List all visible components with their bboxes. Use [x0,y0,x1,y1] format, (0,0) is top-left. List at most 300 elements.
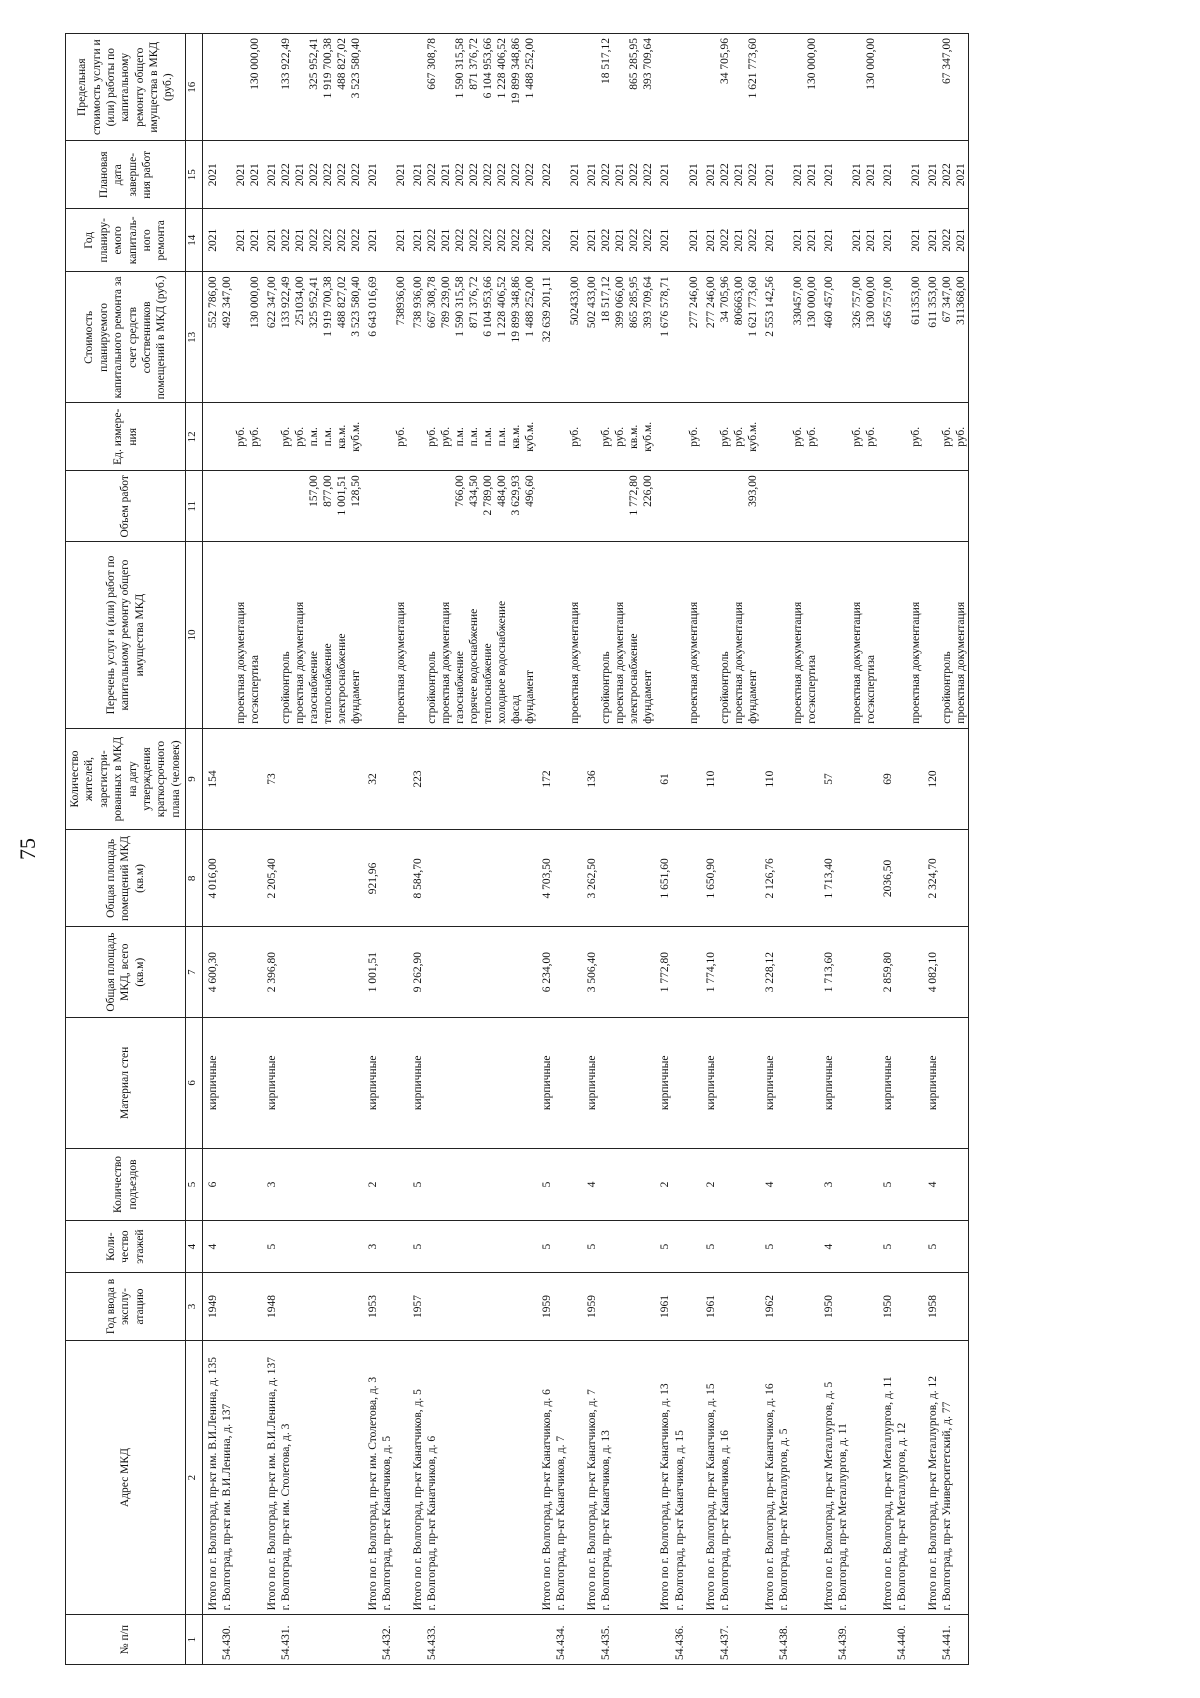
table-cell: кирпичные [760,1017,777,1148]
table-cell [836,728,850,830]
table-cell [909,1615,923,1665]
table-cell [537,34,554,141]
table-cell [495,728,509,830]
table-cell: Итого по г. Волгоград, пр-кт Канатчиков, д. 5 [408,1340,425,1614]
table-cell [380,1273,394,1341]
table-cell [293,728,307,830]
table-cell [349,1148,363,1220]
table-cell: руб. [909,403,923,471]
table-cell: 3 506,40 [582,927,599,1017]
table-cell [523,1017,537,1148]
table-cell: 54.439. [836,1615,850,1665]
table-cell [850,471,864,542]
table-cell [349,1273,363,1341]
table-cell [805,927,819,1017]
table-cell [394,1340,408,1614]
column-header: Плановая дата заверше-ния работ [66,141,186,209]
table-cell: 2 126,76 [760,830,777,927]
table-cell [453,728,467,830]
table-cell: 2021 [408,209,425,272]
table-cell: 667 308,78 [425,272,439,403]
table-cell: 32 639 201,11 [537,272,554,403]
table-cell: 2021 [954,141,969,209]
table-cell [746,1017,760,1148]
table-cell: кирпичные [537,1017,554,1148]
table-cell [641,728,655,830]
table-cell: 19 899 348,86 [509,34,523,141]
table-cell [523,1273,537,1341]
table-row [335,34,349,1665]
table-cell [554,34,568,141]
table-cell: 393,00 [746,471,760,542]
table-cell [791,34,805,141]
table-cell: 1 488 252,00 [523,34,537,141]
column-header: Количество жителей, зарегистри-рованных в МКД на дату утверждения краткосрочного плана (человек) [66,728,186,830]
table-cell [380,34,394,141]
column-number: 13 [186,272,203,403]
column-header: № п/п [66,1615,186,1665]
table-cell: 3 262,50 [582,830,599,927]
table-cell [234,1615,248,1665]
table-row [509,34,523,1665]
table-cell: руб. [805,403,819,471]
table-cell: 67 347,00 [940,34,954,141]
table-cell [293,1221,307,1273]
table-cell [673,272,687,403]
table-cell [599,830,613,927]
table-cell: 738936,00 [394,272,408,403]
table-cell: 2021 [760,141,777,209]
table-cell [627,1273,641,1341]
table-row [777,34,791,1665]
table-cell: 2021 [394,209,408,272]
table-cell [599,728,613,830]
table-cell: 325 952,41 [307,272,321,403]
table-cell [495,830,509,927]
table-cell: 1953 [363,1273,380,1341]
table-cell [940,927,954,1017]
table-cell: 1 228 406,52 [495,272,509,403]
table-cell [481,1615,495,1665]
table-cell: руб. [791,403,805,471]
table-cell: 311368,00 [954,272,969,403]
table-cell: фундамент [523,542,537,728]
table-cell: п.м. [495,403,509,471]
table-cell [220,471,234,542]
table-cell [718,728,732,830]
table-row [425,34,439,1665]
table-cell: 2021 [805,209,819,272]
table-cell: 2022 [940,209,954,272]
table-cell [467,1273,481,1341]
table-cell [509,1221,523,1273]
table-cell: 2022 [335,209,349,272]
table-cell [467,927,481,1017]
table-cell [701,471,718,542]
table-cell [220,830,234,927]
table-cell [599,1273,613,1341]
table-cell: фундамент [349,542,363,728]
table-cell [850,1340,864,1614]
table-cell: 9 262,90 [408,927,425,1017]
table-cell: 19 899 348,86 [509,272,523,403]
table-cell: руб. [718,403,732,471]
table-cell [732,728,746,830]
table-cell: стройконтроль [425,542,439,728]
table-row [307,34,321,1665]
table-cell [746,1340,760,1614]
table-cell [836,34,850,141]
table-row [321,34,335,1665]
table-cell [909,471,923,542]
table-cell [673,1148,687,1220]
table-cell [321,830,335,927]
table-row [718,34,732,1665]
table-cell [746,1615,760,1665]
table-cell: 2021 [293,209,307,272]
table-cell [582,542,599,728]
table-cell [613,927,627,1017]
table-cell: госэкспертиза [864,542,878,728]
table-cell [954,1221,969,1273]
table-cell: г. Волгоград, пр-кт Металлургов, д. 12 [895,1340,909,1614]
table-cell: 172 [537,728,554,830]
table-cell: 1 651,60 [655,830,672,927]
table-cell: 2022 [523,209,537,272]
table-cell: руб. [732,403,746,471]
table-cell [613,1615,627,1665]
table-cell [554,1273,568,1341]
table-cell [627,1221,641,1273]
table-cell: кв.м. [627,403,641,471]
table-cell [777,141,791,209]
table-cell [234,1221,248,1273]
table-cell [777,272,791,403]
table-cell [523,1221,537,1273]
table-cell [220,141,234,209]
table-cell [805,1221,819,1273]
table-cell [777,209,791,272]
table-cell [864,471,878,542]
table-cell: 2022 [349,141,363,209]
table-cell [425,1017,439,1148]
table-cell: руб. [954,403,969,471]
table-cell [554,927,568,1017]
table-cell [453,1615,467,1665]
table-cell: 5 [582,1221,599,1273]
table-cell [537,403,554,471]
table-cell: 34 705,96 [718,34,732,141]
table-cell: 2022 [746,209,760,272]
table-cell: 456 757,00 [878,272,895,403]
table-cell [509,830,523,927]
table-cell: 2022 [495,141,509,209]
table-cell [850,34,864,141]
table-cell: 128,50 [349,471,363,542]
table-cell [568,1615,582,1665]
table-cell: Итого по г. Волгоград, пр-кт Металлургов, д. 11 [878,1340,895,1614]
table-cell [554,728,568,830]
table-cell: 2022 [599,141,613,209]
column-header: Материал стен [66,1017,186,1148]
table-cell: проектная документация [791,542,805,728]
table-row [248,34,262,1665]
table-cell: 2021 [701,141,718,209]
table-cell [554,209,568,272]
table-cell: 2022 [940,141,954,209]
total-row [878,34,895,1665]
table-cell [234,34,248,141]
column-number: 9 [186,728,203,830]
table-cell: 806663,00 [732,272,746,403]
table-cell: 130 000,00 [864,34,878,141]
table-cell [641,830,655,927]
table-cell: 2022 [425,141,439,209]
table-cell [321,1017,335,1148]
table-cell [568,927,582,1017]
table-cell [836,1017,850,1148]
table-cell: 1950 [819,1273,836,1341]
table-cell: 54.431. [279,1615,293,1665]
table-cell: проектная документация [954,542,969,728]
table-cell [836,141,850,209]
column-number: 10 [186,542,203,728]
table-cell [805,1615,819,1665]
table-cell [791,471,805,542]
total-row [582,34,599,1665]
table-cell: г. Волгоград, пр-кт Канатчиков, д. 15 [673,1340,687,1614]
table-cell: 133 922,49 [279,34,293,141]
table-cell: 5 [878,1148,895,1220]
table-cell [940,830,954,927]
table-cell: 3 [363,1221,380,1273]
column-header: Год планиру-емого капиталь-ного ремонта [66,209,186,272]
table-cell: 2022 [279,209,293,272]
table-cell [836,542,850,728]
table-cell [279,927,293,1017]
table-row [805,34,819,1665]
table-cell [495,1221,509,1273]
table-cell [864,728,878,830]
table-cell [380,1017,394,1148]
table-row [836,34,850,1665]
table-cell [760,1615,777,1665]
table-cell [878,1615,895,1665]
table-cell: 1 001,51 [335,471,349,542]
table-cell [439,471,453,542]
table-cell [673,728,687,830]
table-cell: проектная документация [394,542,408,728]
table-cell [248,830,262,927]
table-cell [495,927,509,1017]
table-cell: 622 347,00 [262,272,279,403]
table-cell: 1 621 773,60 [746,272,760,403]
table-cell [940,728,954,830]
table-cell: 1 919 700,38 [321,272,335,403]
table-cell: 54.441. [940,1615,954,1665]
table-cell [864,1148,878,1220]
table-cell [687,1017,701,1148]
table-cell [481,1273,495,1341]
table-cell: 3 [262,1148,279,1220]
table-cell [777,927,791,1017]
table-cell [425,471,439,542]
table-cell [220,1273,234,1341]
table-cell [220,209,234,272]
table-cell [613,1221,627,1273]
table-cell: 2021 [439,209,453,272]
table-cell [836,209,850,272]
table-cell: 399 066,00 [613,272,627,403]
table-cell [248,1148,262,1220]
table-cell: Итого по г. Волгоград, пр-кт Канатчиков, д. 15 [701,1340,718,1614]
table-cell: 5 [262,1221,279,1273]
table-cell: 2021 [805,141,819,209]
column-number: 11 [186,471,203,542]
table-cell [655,542,672,728]
table-cell [836,830,850,927]
table-row [791,34,805,1665]
table-cell [718,1221,732,1273]
table-cell: стройконтроль [718,542,732,728]
table-cell: 4 [923,1148,940,1220]
table-cell: 326 757,00 [850,272,864,403]
table-cell [349,728,363,830]
table-cell [394,830,408,927]
table-cell [495,1017,509,1148]
table-cell [481,728,495,830]
table-cell [673,1221,687,1273]
table-cell: Итого по г. Волгоград, пр-кт Металлургов, д. 5 [819,1340,836,1614]
table-cell [262,471,279,542]
table-cell: 1958 [923,1273,940,1341]
table-cell: 1 650,90 [701,830,718,927]
table-cell: п.м. [481,403,495,471]
table-cell [380,141,394,209]
table-cell: 34 705,96 [718,272,732,403]
table-cell: 223 [408,728,425,830]
table-cell [641,1017,655,1148]
table-row [850,34,864,1665]
table-cell [673,1017,687,1148]
table-row [627,34,641,1665]
table-cell [380,471,394,542]
table-cell: теплоснабжение [321,542,335,728]
table-cell [641,1340,655,1614]
table-cell [453,927,467,1017]
column-header: Ед. измере-ния [66,403,186,471]
table-cell [850,728,864,830]
table-cell: руб. [599,403,613,471]
table-cell [439,1340,453,1614]
table-cell: 552 786,00 [203,272,221,403]
table-cell: г. Волгоград, пр-кт Металлургов, д. 11 [836,1340,850,1614]
table-cell [234,728,248,830]
table-cell: Итого по г. Волгоград, пр-кт им. Столетова, д. 3 [363,1340,380,1614]
table-cell [687,1148,701,1220]
table-cell [673,403,687,471]
table-cell: 2022 [537,209,554,272]
table-cell [203,542,221,728]
table-cell: Итого по г. Волгоград, пр-кт Канатчиков, д. 16 [760,1340,777,1614]
table-cell [349,927,363,1017]
table-row [380,34,394,1665]
table-cell: 2021 [363,209,380,272]
table-cell: г. Волгоград, пр-кт Канатчиков, д. 16 [718,1340,732,1614]
table-cell: п.м. [453,403,467,471]
table-cell [509,1273,523,1341]
table-cell [791,830,805,927]
table-cell: 2021 [791,141,805,209]
table-cell: 2022 [279,141,293,209]
table-cell: 1 488 252,00 [523,272,537,403]
table-cell [895,1017,909,1148]
total-row [655,34,672,1665]
table-cell: 110 [760,728,777,830]
total-row [537,34,554,1665]
table-cell [687,1340,701,1614]
table-cell [777,1221,791,1273]
table-cell [509,1017,523,1148]
table-cell [380,1148,394,1220]
table-cell [293,1340,307,1614]
table-cell [687,927,701,1017]
table-cell: 5 [923,1221,940,1273]
table-cell [613,1148,627,1220]
table-cell [554,542,568,728]
table-cell: 2022 [599,209,613,272]
table-cell: 5 [408,1148,425,1220]
table-cell: 130 000,00 [248,272,262,403]
table-cell: 2022 [718,141,732,209]
table-cell [805,1017,819,1148]
table-cell: 4 703,50 [537,830,554,927]
table-cell [321,1615,335,1665]
table-cell [819,542,836,728]
table-cell: фундамент [746,542,760,728]
table-cell: 54.436. [673,1615,687,1665]
table-cell: 1 590 315,58 [453,34,467,141]
column-number: 12 [186,403,203,471]
table-cell [335,1340,349,1614]
table-cell [673,141,687,209]
table-cell: 2021 [613,141,627,209]
table-cell [777,403,791,471]
table-cell: 61 [655,728,672,830]
table-cell: 2022 [495,209,509,272]
table-cell [627,1340,641,1614]
table-cell: 277 246,00 [701,272,718,403]
table-cell: 4 600,30 [203,927,221,1017]
table-cell: п.м. [307,403,321,471]
table-cell [909,1273,923,1341]
table-cell: 3 629,93 [509,471,523,542]
table-cell [321,1148,335,1220]
table-row [613,34,627,1665]
table-cell [220,34,234,141]
table-cell [262,403,279,471]
table-cell [791,1340,805,1614]
table-cell: 1 713,60 [819,927,836,1017]
table-cell: холодное водоснабжение [495,542,509,728]
table-cell: кв.м. [509,403,523,471]
table-cell [554,403,568,471]
table-cell: 2021 [878,209,895,272]
table-cell [864,1615,878,1665]
table-cell: 5 [655,1221,672,1273]
table-cell: 154 [203,728,221,830]
table-cell [248,1615,262,1665]
